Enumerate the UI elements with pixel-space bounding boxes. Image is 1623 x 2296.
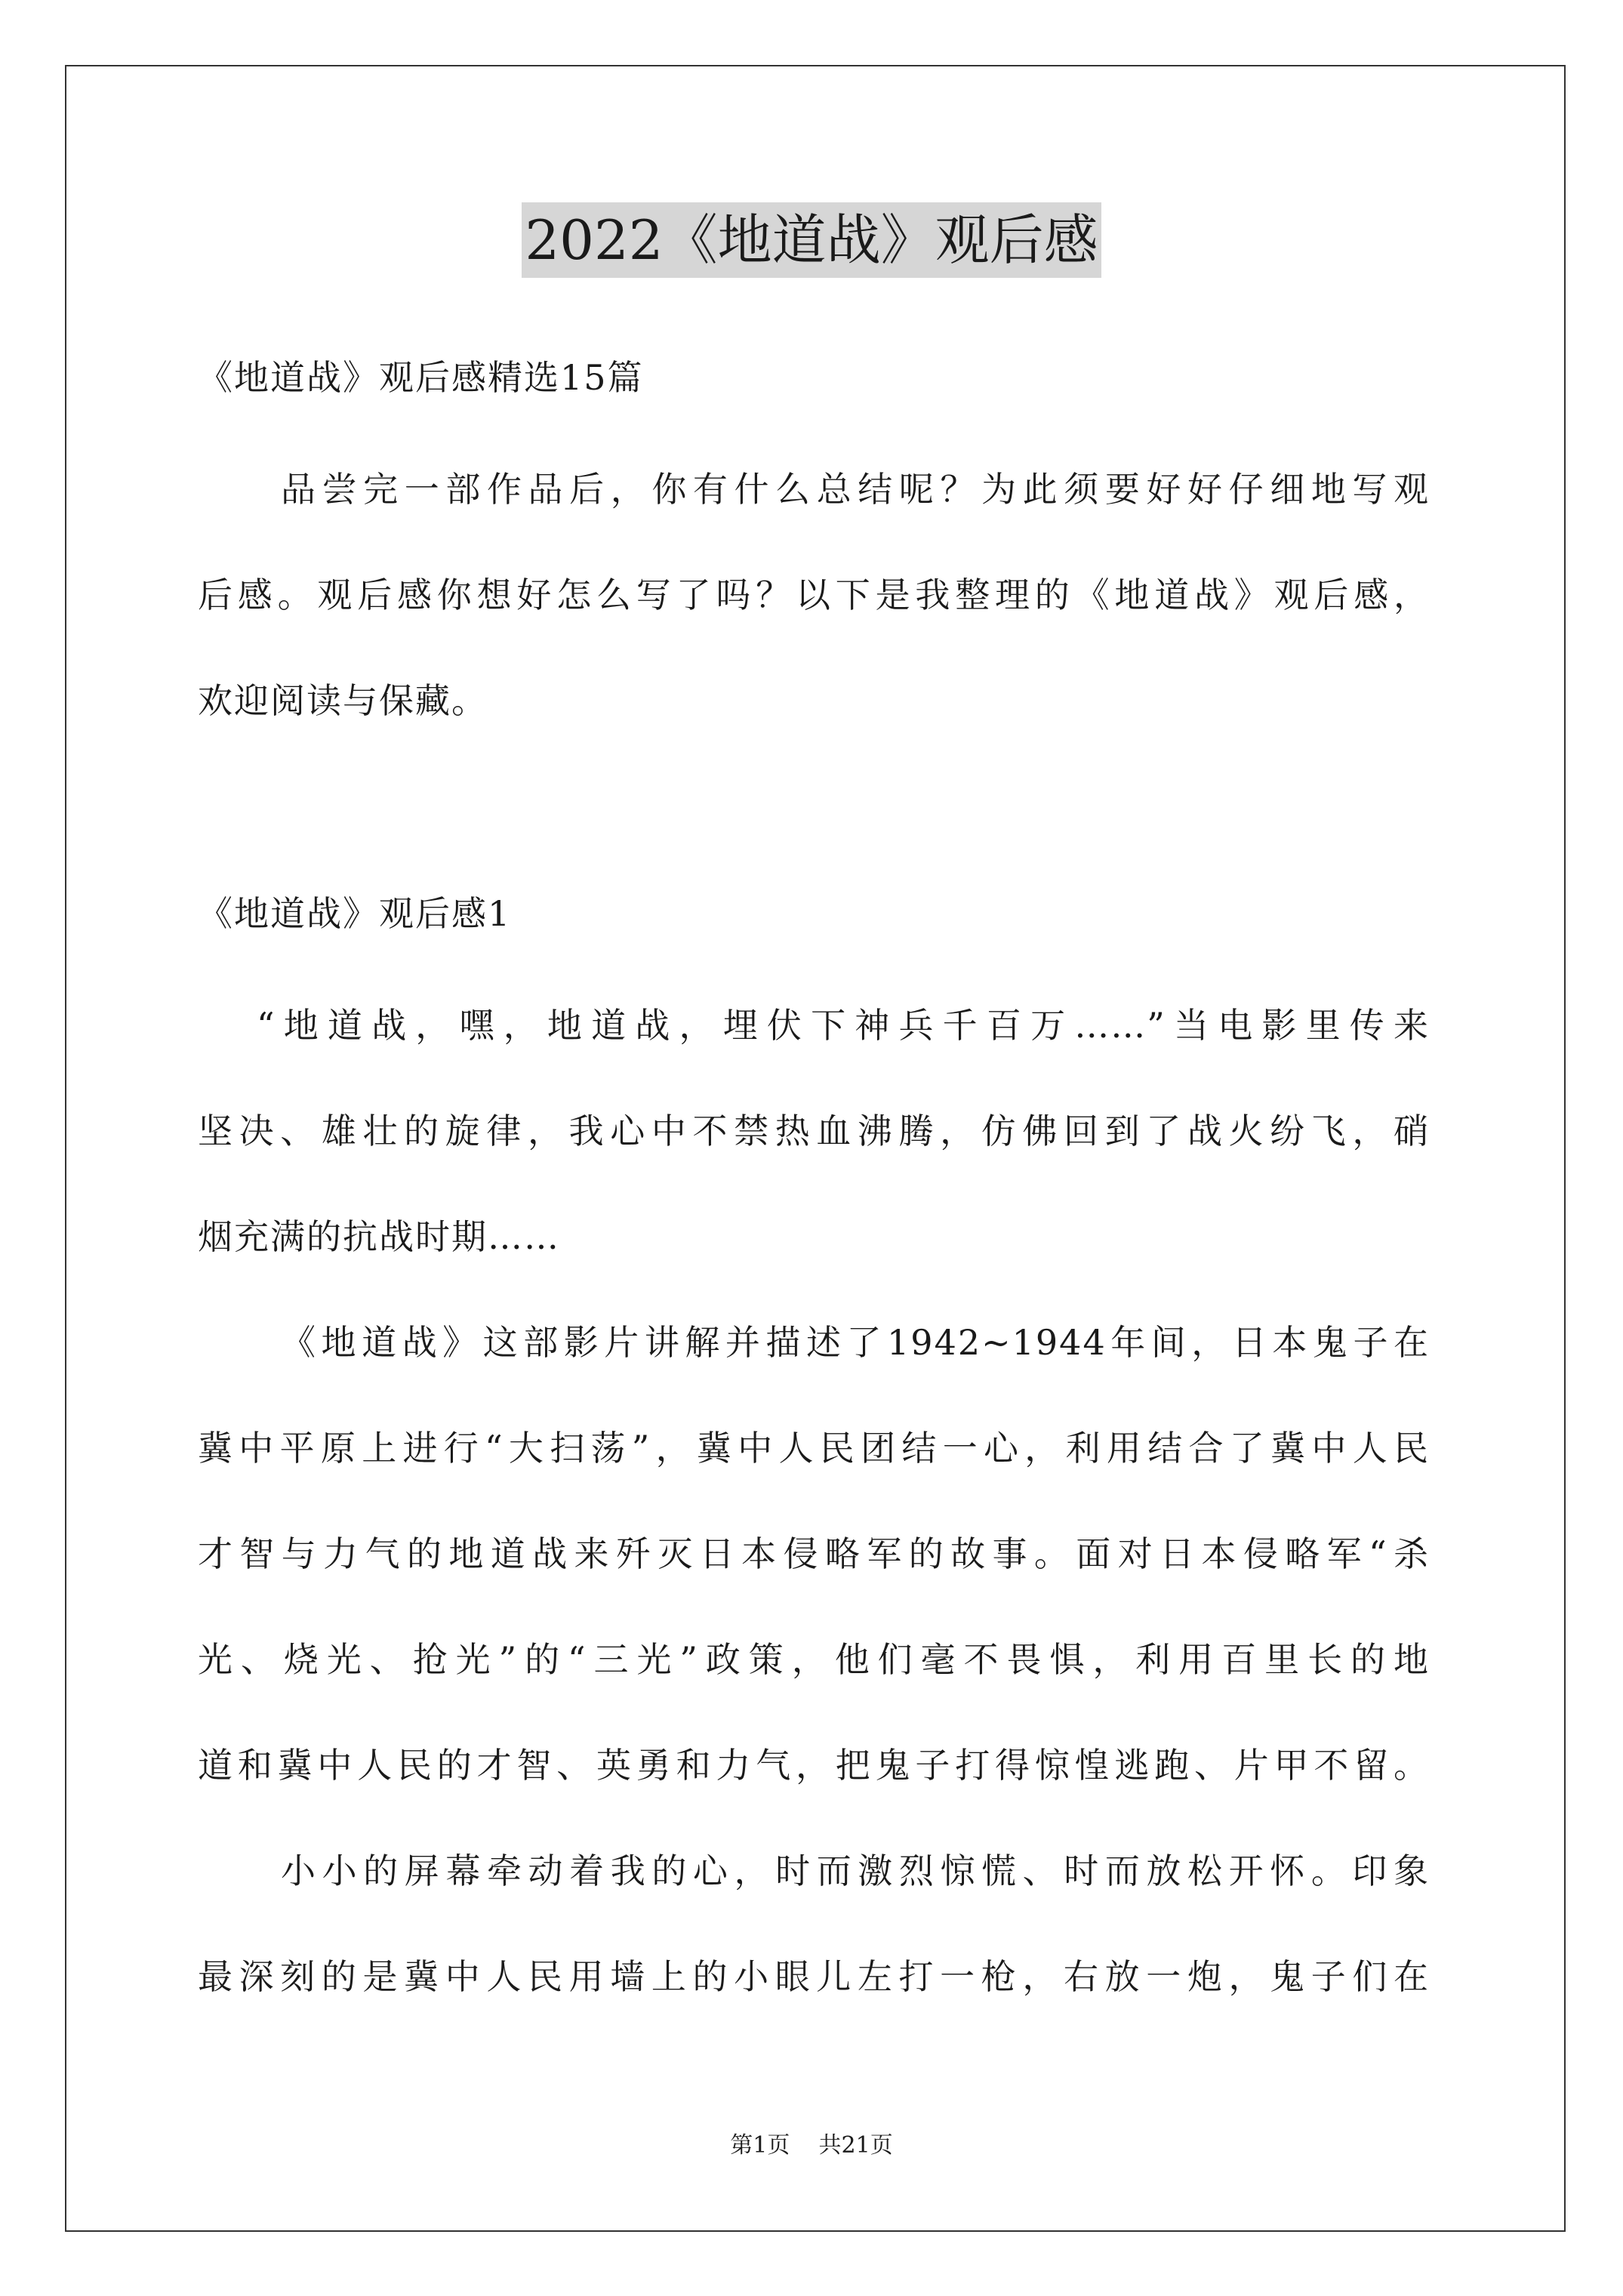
intro-line-3: 欢迎阅读与保藏。 [198,680,488,721]
page-number: 第1页 [730,2132,790,2159]
paragraph3-line-2: 最深刻的是冀中人民用墙上的小眼儿左打一枪，右放一炮，鬼子们在 [198,1956,1430,1997]
paragraph3-line-1: 小小的屏幕牵动着我的心，时而激烈惊慌、时而放松开怀。印象 [281,1851,1430,1891]
document-title-text: 2022《地道战》观后感 [522,202,1101,278]
page-footer [0,2131,1623,2161]
page-total: 共21页 [818,2132,893,2159]
paragraph2-line-4: 光、烧光、抢光”的“三光”政策，他们毫不畏惧，利用百里长的地 [198,1639,1430,1680]
paragraph1-line-1: “地道战，嘿，地道战，埋伏下神兵千百万……”当电影里传来 [257,1005,1430,1046]
paragraph2-line-3: 才智与力气的地道战来歼灭日本侵略军的故事。面对日本侵略军“杀 [198,1533,1430,1574]
document-title [0,202,1623,278]
paragraph2-line-2: 冀中平原上进行“大扫荡”，冀中人民团结一心，利用结合了冀中人民 [198,1428,1430,1469]
intro-line-2: 后感。观后感你想好怎么写了吗？以下是我整理的《地道战》观后感， [198,575,1430,615]
document-subtitle: 《地道战》观后感精选15篇 [198,357,644,398]
section-heading: 《地道战》观后感1 [198,893,512,934]
paragraph2-line-5: 道和冀中人民的才智、英勇和力气，把鬼子打得惊惶逃跑、片甲不留。 [198,1745,1430,1786]
intro-line-1: 品尝完一部作品后，你有什么总结呢？为此须要好好仔细地写观 [281,469,1430,510]
paragraph1-line-3: 烟充满的抗战时期…… [198,1216,560,1257]
paragraph2-line-1: 《地道战》这部影片讲解并描述了1942~1944年间，日本鬼子在 [281,1322,1430,1363]
paragraph1-line-2: 坚决、雄壮的旋律，我心中不禁热血沸腾，仿佛回到了战火纷飞，硝 [198,1111,1430,1151]
